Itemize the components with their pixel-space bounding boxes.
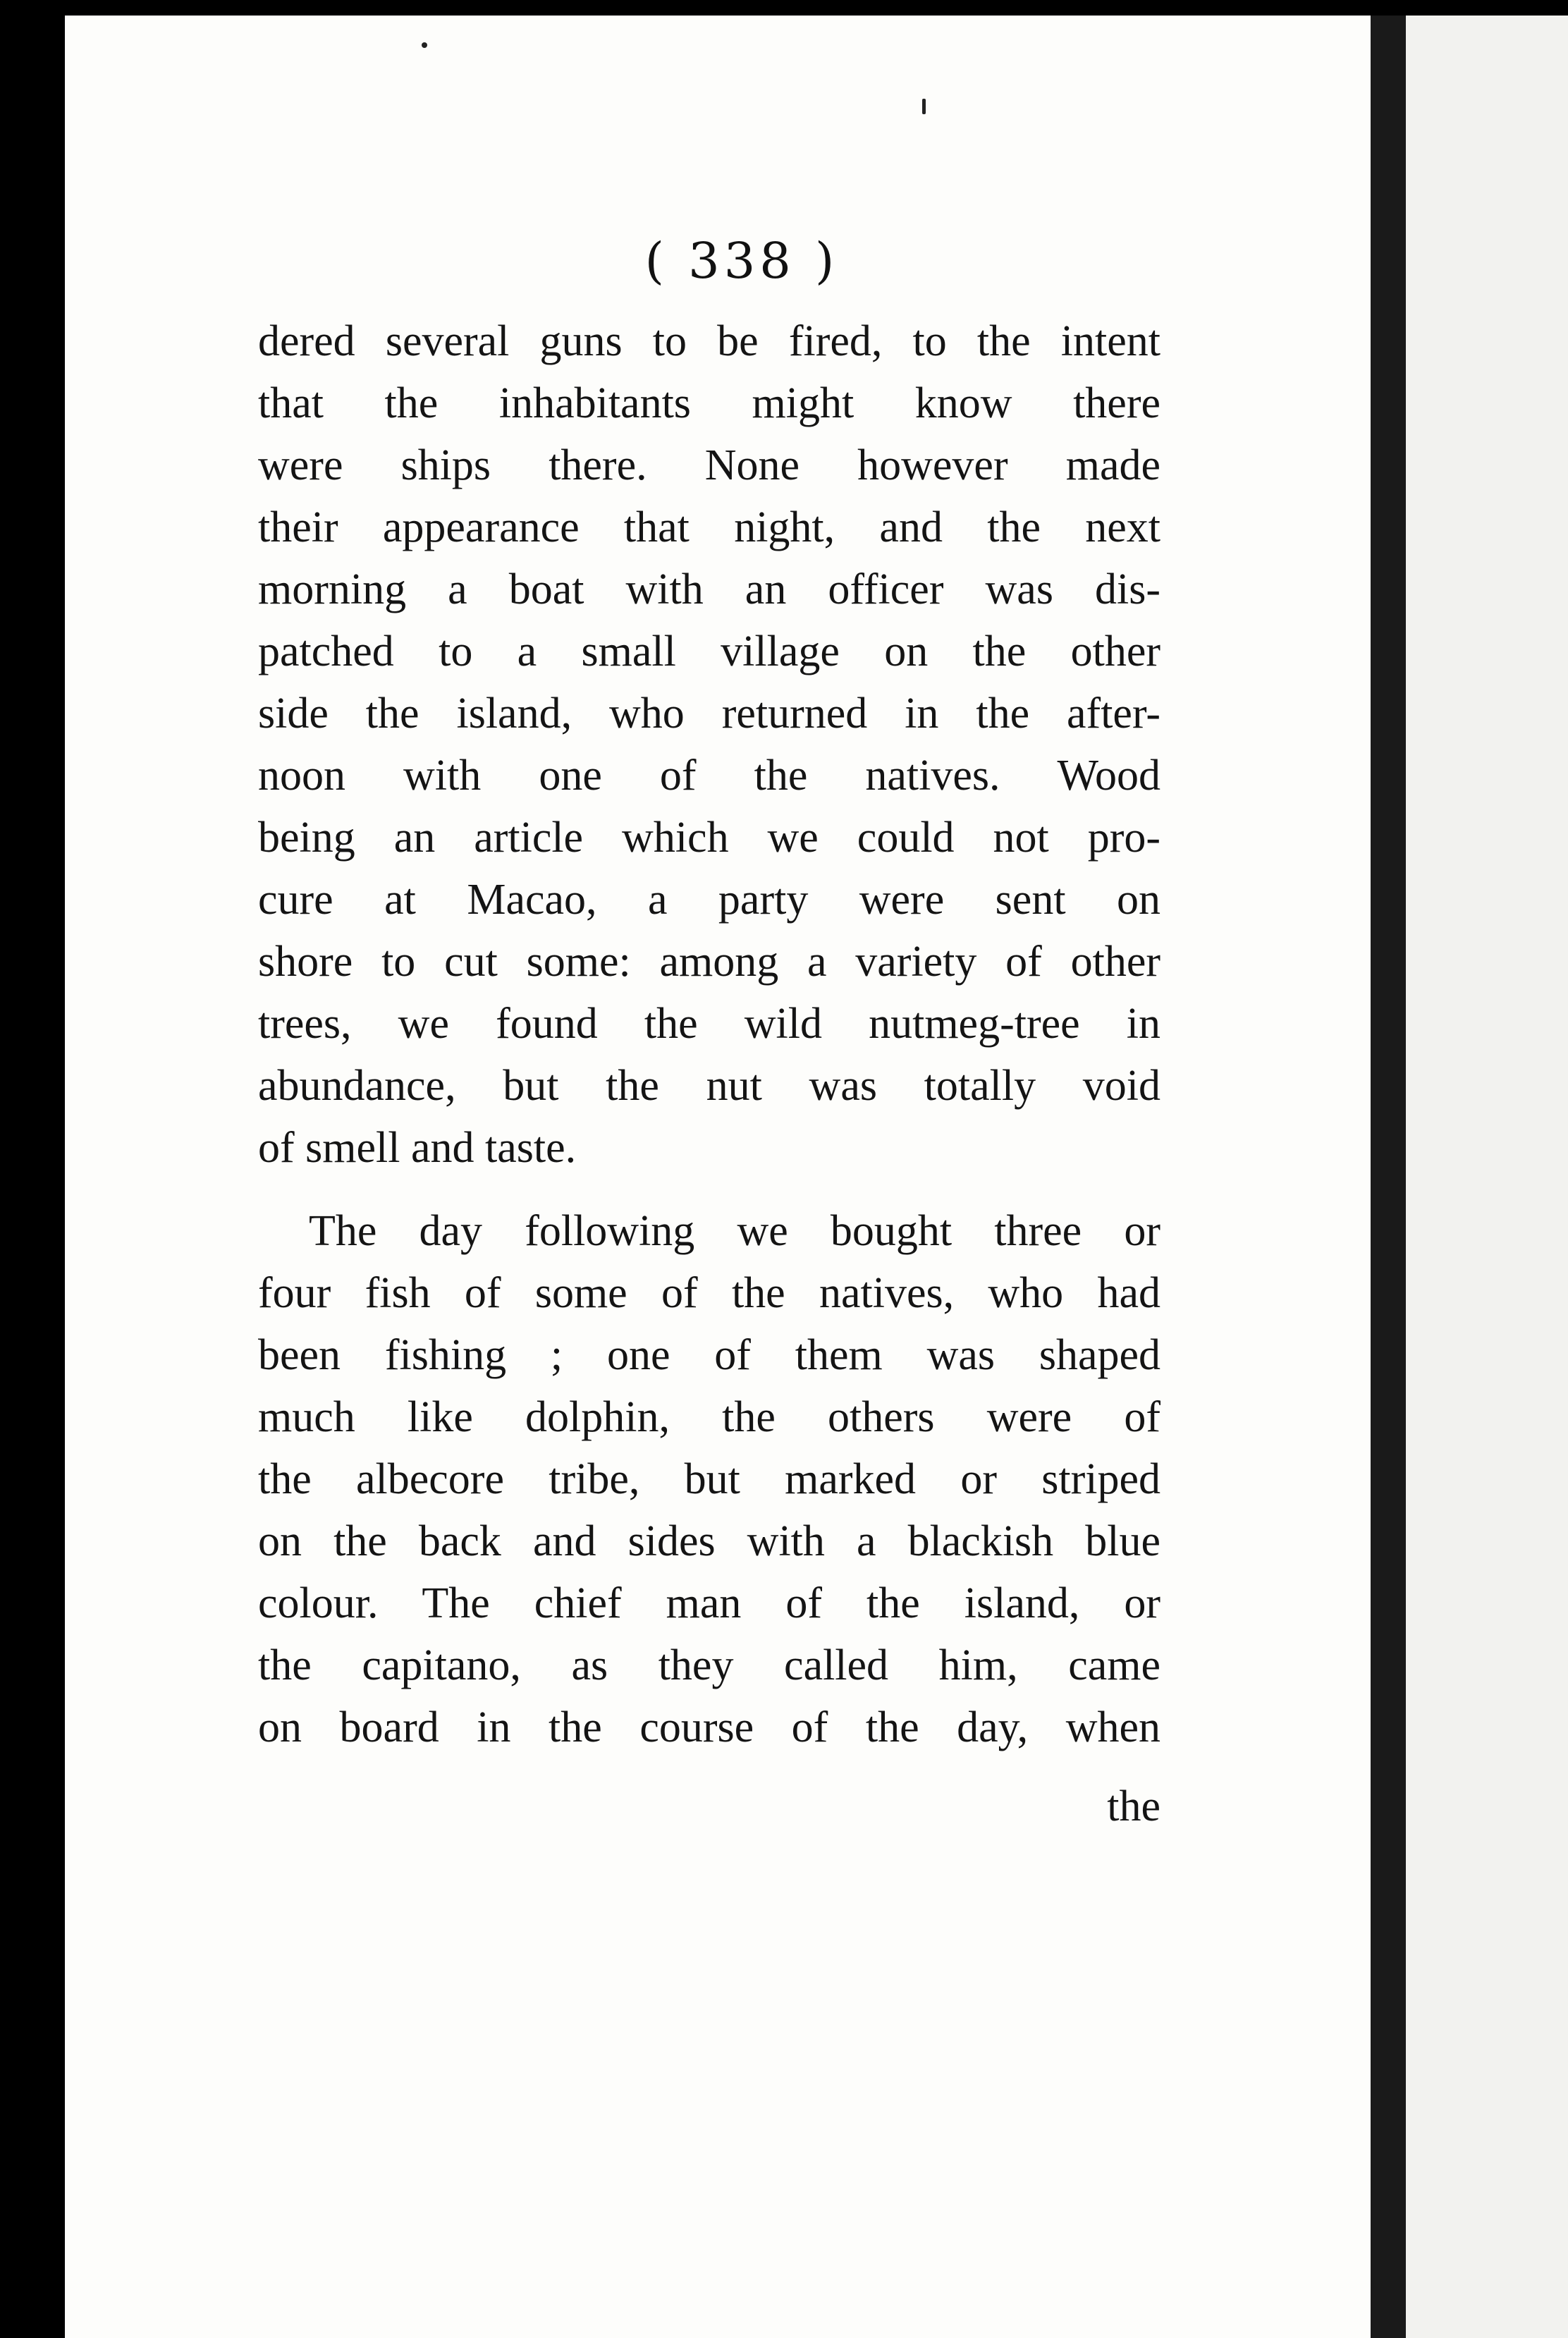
text-line: much like dolphin, the others were of [258, 1393, 1160, 1441]
text-line: the capitano, as they called him, came [258, 1641, 1160, 1689]
text-line: colour. The chief man of the island, or [258, 1579, 1160, 1627]
text-line: The day following we bought three or [309, 1207, 1160, 1255]
text-line: on the back and sides with a blackish blue [258, 1517, 1160, 1565]
catchword: the [1107, 1782, 1160, 1830]
body-text [258, 310, 1160, 1758]
text-line: trees, we found the wild nutmeg-tree in [258, 1000, 1160, 1048]
text-line: four fish of some of the natives, who had [258, 1269, 1160, 1317]
book-gutter [1371, 16, 1406, 2338]
text-line: been fishing ; one of them was shaped [258, 1331, 1160, 1379]
paragraph-2 [258, 1200, 1160, 1758]
text-line: were ships there. None however made [258, 441, 1160, 489]
ink-speck [422, 42, 427, 48]
text-line: that the inhabitants might know there [258, 379, 1160, 427]
paragraph-gap [258, 1179, 1160, 1200]
text-line: noon with one of the natives. Wood [258, 752, 1160, 800]
paragraph-1 [258, 310, 1160, 1179]
text-line: the albecore tribe, but marked or striped [258, 1455, 1160, 1503]
text-line: their appearance that night, and the next [258, 503, 1160, 551]
text-line: dered several guns to be fired, to the intent [258, 317, 1160, 365]
text-line: cure at Macao, a party were sent on [258, 876, 1160, 924]
text-line: shore to cut some: among a variety of other [258, 938, 1160, 986]
page-number: ( 338 ) [644, 232, 839, 290]
text-line: of smell and taste. [258, 1124, 577, 1172]
text-line: morning a boat with an officer was dis- [258, 565, 1160, 613]
facing-page-edge [1406, 16, 1568, 2338]
text-line: on board in the course of the day, when [258, 1703, 1160, 1751]
text-line: side the island, who returned in the after- [258, 690, 1160, 737]
ink-speck [922, 99, 926, 114]
text-line: being an article which we could not pro- [258, 814, 1160, 862]
text-line: patched to a small village on the other [258, 628, 1160, 675]
text-line: abundance, but the nut was totally void [258, 1062, 1160, 1110]
